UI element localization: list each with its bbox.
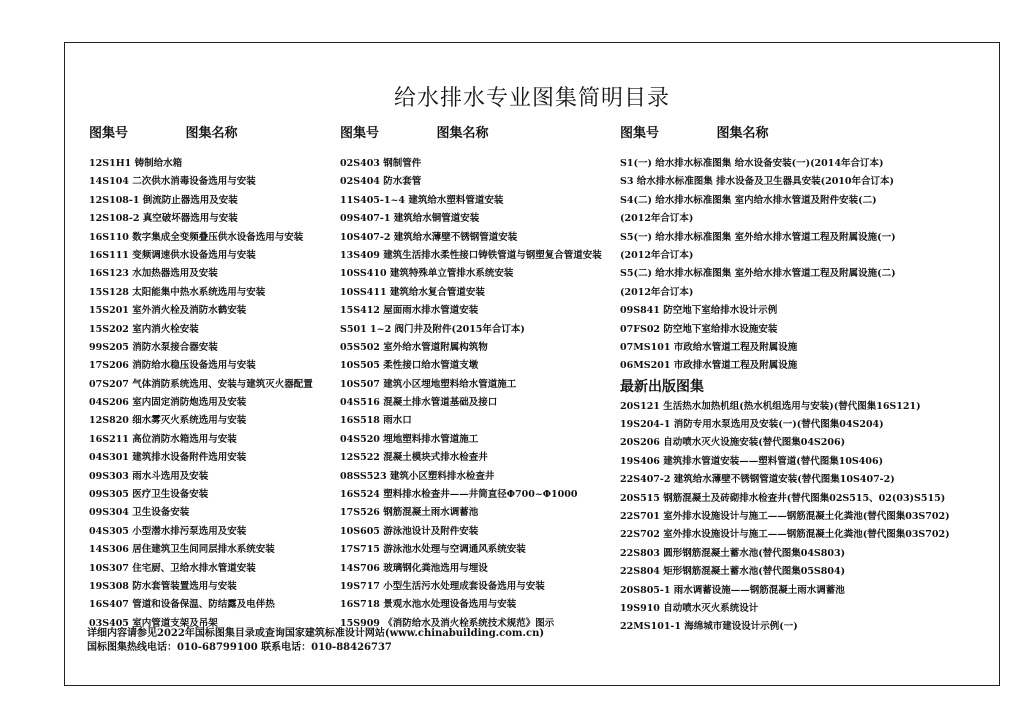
catalog-entry: 09S841 防空地下室给排水设计示例 xyxy=(620,305,778,317)
catalog-entry: S4(二) 给水排水标准图集 室内给水排水管道及附件安装(二) xyxy=(620,194,877,206)
catalog-entry: 07S207 气体消防系统选用、安装与建筑灭火器配置 xyxy=(89,378,313,390)
catalog-column-3 xyxy=(620,125,950,637)
catalog-list xyxy=(620,155,950,376)
catalog-entry: 04S520 埋地塑料排水管道施工 xyxy=(340,433,479,445)
catalog-entry: 04S305 小型潜水排污泵选用及安装 xyxy=(89,525,247,537)
header-name: 图集名称 xyxy=(185,126,238,141)
catalog-entry: 22S804 矩形钢筋混凝土蓄水池(替代图集05S804) xyxy=(620,566,846,578)
new-publications-heading: 最新出版图集 xyxy=(620,378,704,395)
catalog-entry: 10S407-2 建筑给水薄壁不锈钢管道安装 xyxy=(340,231,518,243)
catalog-entry: 14S706 玻璃钢化粪池选用与埋设 xyxy=(340,562,488,574)
catalog-entry: 16S123 水加热器选用及安装 xyxy=(89,268,218,280)
catalog-list xyxy=(340,155,610,633)
catalog-entry: 12S1H1 铸制给水箱 xyxy=(89,158,183,169)
catalog-entry: 15S201 室外消火栓及消防水鹤安装 xyxy=(89,305,247,317)
footer-contact-phones: 国标图集热线电话：010-68799100 联系电话：010-88426737 xyxy=(87,642,392,653)
catalog-entry: 05S502 室外给水管道附属构筑物 xyxy=(340,341,488,353)
catalog-entry: 14S104 二次供水消毒设备选用与安装 xyxy=(89,176,256,188)
catalog-entry: S1(一) 给水排水标准图集 给水设备安装(一)(2014年合订本) xyxy=(620,158,884,169)
catalog-entry: 12S820 细水雾灭火系统选用与安装 xyxy=(89,415,247,427)
catalog-entry: 12S522 混凝土模块式排水检查井 xyxy=(340,452,488,464)
footer xyxy=(87,627,544,655)
catalog-entry: 22S702 室外排水设施设计与施工——钢筋混凝土化粪池(替代图集03S702) xyxy=(620,529,950,541)
catalog-entry: 12S108-1 倒流防止器选用及安装 xyxy=(89,194,238,206)
catalog-entry: 09S305 医疗卫生设备安装 xyxy=(89,489,209,501)
catalog-entry: 19S717 小型生活污水处理成套设备选用与安装 xyxy=(340,580,545,592)
catalog-entry: 15S909 《消防给水及消火栓系统技术规范》图示 xyxy=(340,617,555,629)
catalog-entry: 10S307 住宅厨、卫给水排水管道安装 xyxy=(89,562,256,574)
column-header xyxy=(340,125,610,143)
catalog-entry: 09S303 雨水斗选用及安装 xyxy=(89,470,209,482)
catalog-list xyxy=(89,155,339,633)
catalog-entry: 03S405 室内管道支架及吊架 xyxy=(89,617,218,629)
catalog-entry: 20S121 生活热水加热机组(热水机组选用与安装)(替代图集16S121) xyxy=(620,400,921,412)
page-title: 给水排水专业图集简明目录 xyxy=(393,86,670,111)
catalog-entry: 09S407-1 建筑给水铜管道安装 xyxy=(340,213,480,225)
catalog-entry: 10S507 建筑小区埋地塑料给水管道施工 xyxy=(340,378,517,390)
catalog-entry: 20S206 自动喷水灭火设施安装(替代图集04S206) xyxy=(620,437,846,449)
catalog-entry: 16S211 高位消防水箱选用与安装 xyxy=(89,433,237,445)
catalog-entry: 15S128 太阳能集中热水系统选用与安装 xyxy=(89,286,266,298)
catalog-entry: 16S110 数字集成全变频叠压供水设备选用与安装 xyxy=(89,231,304,243)
catalog-entry: (2012年合订本) xyxy=(620,213,694,225)
catalog-entry: 12S108-2 真空破坏器选用与安装 xyxy=(89,213,238,225)
catalog-entry: 10SS410 建筑特殊单立管排水系统安装 xyxy=(340,268,514,280)
catalog-entry: 16S407 管道和设备保温、防结露及电伴热 xyxy=(89,599,275,611)
catalog-entry: 19S308 防水套管装置选用与安装 xyxy=(89,580,237,592)
catalog-entry: 02S403 钢制管件 xyxy=(340,158,422,169)
catalog-entry: 22S407-2 建筑给水薄壁不锈钢管道安装(替代图集10S407-2) xyxy=(620,474,895,486)
catalog-entry: 17S526 钢筋混凝土雨水调蓄池 xyxy=(340,507,479,519)
catalog-entry: 11S405-1~4 建筑给水塑料管道安装 xyxy=(340,194,504,206)
catalog-entry: S3 给水排水标准图集 排水设备及卫生器具安装(2010年合订本) xyxy=(620,176,895,188)
catalog-entry: (2012年合订本) xyxy=(620,286,694,298)
header-code: 图集号 xyxy=(89,126,129,141)
catalog-entry: 08SS523 建筑小区塑料排水检查井 xyxy=(340,470,495,482)
catalog-entry: 10S605 游泳池设计及附件安装 xyxy=(340,525,479,537)
catalog-entry: 20S515 钢筋混凝土及砖砌排水检查井(替代图集02S515、02(03)S515) xyxy=(620,492,946,504)
catalog-entry: 04S206 室内固定消防炮选用及安装 xyxy=(89,397,247,409)
catalog-entry: 10SS411 建筑给水复合管道安装 xyxy=(340,286,485,298)
catalog-entry: S5(一) 给水排水标准图集 室外给水排水管道工程及附属设施(一) xyxy=(620,231,896,243)
header-name: 图集名称 xyxy=(716,126,769,141)
catalog-entry: 16S518 雨水口 xyxy=(340,415,412,427)
catalog-entry: 19S406 建筑排水管道安装——塑料管道(替代图集10S406) xyxy=(620,455,884,467)
catalog-entry: 15S202 室内消火栓安装 xyxy=(89,323,199,335)
catalog-entry: 07FS02 防空地下室给排水设施安装 xyxy=(620,323,778,335)
catalog-entry: 16S718 景观水池水处理设备选用与安装 xyxy=(340,599,517,611)
catalog-entry: 07MS101 市政给水管道工程及附属设施 xyxy=(620,341,798,353)
catalog-entry: 04S516 混凝土排水管道基础及接口 xyxy=(340,397,498,409)
catalog-entry: (2012年合订本) xyxy=(620,249,694,261)
catalog-entry: 99S205 消防水泵接合器安装 xyxy=(89,341,218,353)
catalog-entry: 02S404 防水套管 xyxy=(340,176,422,188)
catalog-entry: S501 1~2 阀门井及附件(2015年合订本) xyxy=(340,323,525,335)
header-code: 图集号 xyxy=(620,126,660,141)
catalog-entry: 09S304 卫生设备安装 xyxy=(89,507,190,519)
catalog-entry: 16S524 塑料排水检查井——井筒直径Φ700~Φ1000 xyxy=(340,489,578,501)
catalog-entry: 17S206 消防给水稳压设备选用与安装 xyxy=(89,360,256,372)
footer-reference-text: 详细内容请参见2022年国标图集目录或查询国家建筑标准设计网站(www.chinabuilding.com.cn) xyxy=(87,628,545,639)
column-header xyxy=(89,125,339,143)
header-name: 图集名称 xyxy=(436,126,489,141)
catalog-entry: 20S805-1 雨水调蓄设施——钢筋混凝土雨水调蓄池 xyxy=(620,584,845,596)
catalog-entry: 10S505 柔性接口给水管道支墩 xyxy=(340,360,479,372)
new-publications-list xyxy=(620,398,950,637)
catalog-entry: 13S409 建筑生活排水柔性接口铸铁管道与钢塑复合管道安装 xyxy=(340,249,602,261)
catalog-entry: 16S111 变频调速供水设备选用与安装 xyxy=(89,249,256,261)
catalog-entry: 04S301 建筑排水设备附件选用安装 xyxy=(89,452,247,464)
catalog-entry: 22S803 圆形钢筋混凝土蓄水池(替代图集04S803) xyxy=(620,547,846,559)
catalog-sheet xyxy=(64,42,1000,686)
column-header xyxy=(620,125,950,143)
catalog-entry: 19S910 自动喷水灭火系统设计 xyxy=(620,602,759,614)
catalog-entry: S5(二) 给水排水标准图集 室外给水排水管道工程及附属设施(二) xyxy=(620,268,896,280)
catalog-column-1 xyxy=(89,125,339,633)
catalog-entry: 22MS101-1 海绵城市建设设计示例(一) xyxy=(620,621,798,633)
header-code: 图集号 xyxy=(340,126,380,141)
catalog-column-2 xyxy=(340,125,610,633)
catalog-entry: 22S701 室外排水设施设计与施工——钢筋混凝土化粪池(替代图集03S702) xyxy=(620,511,950,523)
catalog-entry: 15S412 屋面雨水排水管道安装 xyxy=(340,305,479,317)
catalog-entry: 19S204-1 消防专用水泵选用及安装(一)(替代图集04S204) xyxy=(620,419,884,431)
catalog-entry: 14S306 居住建筑卫生间同层排水系统安装 xyxy=(89,544,275,556)
catalog-entry: 17S715 游泳池水处理与空调通风系统安装 xyxy=(340,544,526,556)
catalog-entry: 06MS201 市政排水管道工程及附属设施 xyxy=(620,360,798,372)
